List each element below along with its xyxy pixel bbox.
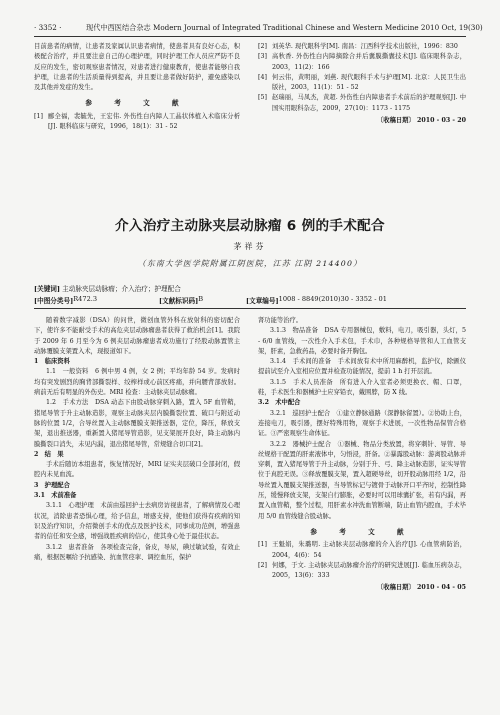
paragraph: 3.1.2 患者准备 各项检查完备，备皮，导尿，碘过敏试验，有效止痛，根据医嘱给予抗感染、抗血管痉挛、调控血压，保护 bbox=[34, 543, 240, 561]
section-heading: 1 临床资料 bbox=[34, 358, 70, 366]
reference-item: [1] 郦全福，裴毓先，王宏伟. 外伤性白内障人工晶状体植入术临床分析[J]. 眼科临床与研究，1996，18(1)：31 - 52 bbox=[34, 112, 240, 131]
subsection-heading: 3.1 术前准备 bbox=[34, 492, 77, 500]
doc-code-label: [文献标识码] bbox=[159, 297, 199, 305]
paragraph: 1.2 手术方法 DSA 动态下由股动脉穿刺入路，置入 5F 血管鞘，猪尾导管于升主动脉造影，观察主动脉夹层内膜撕裂位置、破口与附近动脉的位置 1/2，合导丝置入主动脉覆膜支架推送器，定位，降压，释放支架，退出推送器，重新置入猪尾导管造影，见支架展开良好，降主动脉内膜撕裂口消失，未见内漏，退出猪尾导管，常规缝合切口[2]。 bbox=[34, 399, 240, 448]
paragraph: 3.1.5 手术人员准备 所有进入介入室者必须更换衣、帽、口罩，鞋，手术医生和器械护士应穿铅衣，戴围脖，防 X 线。 bbox=[258, 378, 466, 397]
page-number: · 3352 · bbox=[34, 23, 62, 32]
paragraph: 1.1 一般资料 6 例中男 4 例，女 2 例；平均年龄 54 岁。发病时均有突发剧烈的胸背部撕裂样、绞榨样或心前区疼痛，并向腰背部放射。病前无后有明显的外伤史。MRI 检查：主动脉夹层动脉瘤。 bbox=[34, 368, 240, 397]
article-title: 介入治疗主动脉夹层动脉瘤 6 例的手术配合 bbox=[115, 218, 385, 234]
paragraph: 3.1.4 手术间的准备 手术间放有术中所用麻醉机，监护仪，除颤仪提前试至介入室相应位置并检查功能情况，提前 1 h 打开层流。 bbox=[258, 358, 466, 376]
keywords-line bbox=[34, 283, 181, 293]
article-no-label: [文章编号] bbox=[246, 297, 279, 305]
keywords-text: 主动脉夹层动脉瘤；介入治疗；护理配合 bbox=[62, 285, 181, 293]
doc-code-value: B bbox=[198, 295, 204, 303]
section-heading: 3 护理配合 bbox=[34, 481, 70, 489]
references-heading: 参 考 文 献 bbox=[85, 99, 189, 108]
paragraph: 3.1.1 心理护理 术前由巡回护士去病房访视患者，了解病情及心理状况，消除患者恐惧心理，给予信息，增感支持，使他们获得有疾病的知识及治疗知识，介绍微创手术的优点及医护技术，同事成功范例，增强患者的信任和安全感，增强战胜疾病的信心，使其身心处于最佳状态。 bbox=[34, 502, 240, 541]
article-affiliation: （东南大学医学院附属江阴医院，江苏 江阴 214400） bbox=[137, 259, 363, 268]
received-date: 〔收稿日期〕 2010 - 03 - 20 bbox=[376, 117, 466, 125]
journal-title: 现代中西医结合杂志 Modern Journal of Integrated Traditional Chinese and Western Medicine 2010 Oct, 19(30) bbox=[86, 23, 483, 32]
references-heading: 参 考 文 献 bbox=[310, 527, 414, 536]
reference-item: [2] 何娜，于文. 主动脉夹层动脉瘤介治疗的研究进展[J]. 临血压病杂志，2005，13(6)：333 bbox=[258, 561, 466, 580]
previous-article-paragraph: 目前患者的病情，让患者及家属认识患者病情，使患者具有良好心态，积极配合治疗，并且要注意自己的心理护理，同时护理工作人员应严防不良反应的发生，密切观察患者情况，对患者进行健康教育，使患者能够自我护理，让患者的生活质量得到提高，并且要让患者做好防护，避免感染以及其他并发症的发生。 bbox=[34, 43, 240, 92]
intro-paragraph: 随着数字减影（DSA）的问世，微创血管外科在放射科的密切配合下，使许多不能耐受手术的高危夹层动脉瘤患者获得了救治机会[1]。我院于 2009 年 6 月至今为 6 例夹层动脉瘤患者成功施行了经股动脉置管主动脉覆膜支架置入术，现报道如下。 bbox=[34, 317, 240, 355]
section-heading: 2 结 果 bbox=[34, 450, 64, 458]
reference-item: [1] 王魁娟，朱璐明. 主动脉夹层动脉瘤的介入治疗[J]. 心血管病防治，2004，4(6)：54 bbox=[258, 541, 466, 559]
article-no-value: 1008 - 8849(2010)30 - 3352 - 01 bbox=[278, 295, 387, 303]
paragraph: 手术后随访本组患者，恢复情况好，MRI 证实夹层破口全部封闭，假腔内未见血流。 bbox=[34, 461, 240, 479]
previous-article-references bbox=[258, 42, 466, 126]
received-date: 〔收稿日期〕 2010 - 04 - 05 bbox=[376, 584, 466, 592]
clc-label: [中图分类号] bbox=[34, 297, 74, 305]
article-right-column bbox=[258, 316, 466, 594]
reference-item: [3] 高秋香. 外伤性白内障摘除合并后囊膜撕囊技术[J]. 临床眼科杂志，2003，11(2)：166 bbox=[258, 53, 466, 71]
paragraph: 肾功能等治疗。 bbox=[258, 317, 303, 324]
reference-item: [5] 赵瑞丽，马凤杰，黄超. 外伤性白内障患者手术前后的护理观察[J]. 中国实用眼科杂志，2009，27(10)：1173 - 1175 bbox=[258, 94, 466, 112]
running-header bbox=[34, 22, 483, 37]
reference-item: [4] 何云伟，黄明丽，刘燕. 现代眼科手术与护理[M]. 北京：人民卫生出版社，2003，11(1)：51 - 52 bbox=[258, 73, 466, 92]
reference-item: [2] 刘英华. 现代眼科学[M]. 南昌：江西科学技术出版社，1996：830 bbox=[258, 43, 458, 50]
clc-value: R472.3 bbox=[73, 295, 98, 303]
previous-article-body bbox=[34, 42, 240, 132]
paragraph: 3.1.3 物品准备 DSA 专用器械包，敷料，电刀，吸引器，头灯，5 - 6/0 血管线，一次性介入手术包，手术巾，各种规格导管和人工血管支架，肝素，急救药品，必要时备开胸包。 bbox=[258, 327, 466, 355]
article-author: 茅祥芬 bbox=[233, 242, 267, 251]
paragraph: 3.2.1 巡回护士配合 ①建立静脉通路（深静脉留置）。②协助上台，连接电刀，吸引器，摆好特殊用物，观察手术进展，一次性物品保管合格证。③严密观察生命体征。 bbox=[258, 409, 466, 438]
subsection-heading: 3.2 术中配合 bbox=[258, 399, 301, 407]
article-left-column bbox=[34, 316, 240, 563]
classification-line bbox=[34, 295, 466, 309]
keywords-label: [关键词] bbox=[34, 285, 61, 293]
paragraph: 3.2.2 器械护士配合 ①器械、物品分类放置，将穿刺针、导管、导丝规格干配置的肝素液体中，匀悟浸，肝备。②暴露股动脉：游离股动脉并穿刺，置入猪尾导管于升主动脉，分别于升、弓、降主动脉造影，证实导管位于真腔无误。③释放覆膜支架，置入超硬导丝，切开股动脉用经 1/2，沿导丝置入覆膜支架推送器，当导管标记与镀骨于动脉开口平齐时，控制性降压，缓慢释放支架，支架自行膨胀，必要时可以用球囊扩张，若有内漏，再置入血管鞘，整个过程，用肝素水冲洗血管断端，防止血管内腔血，手术毕用 5/0 血管线缝合股动脉。 bbox=[258, 440, 466, 520]
